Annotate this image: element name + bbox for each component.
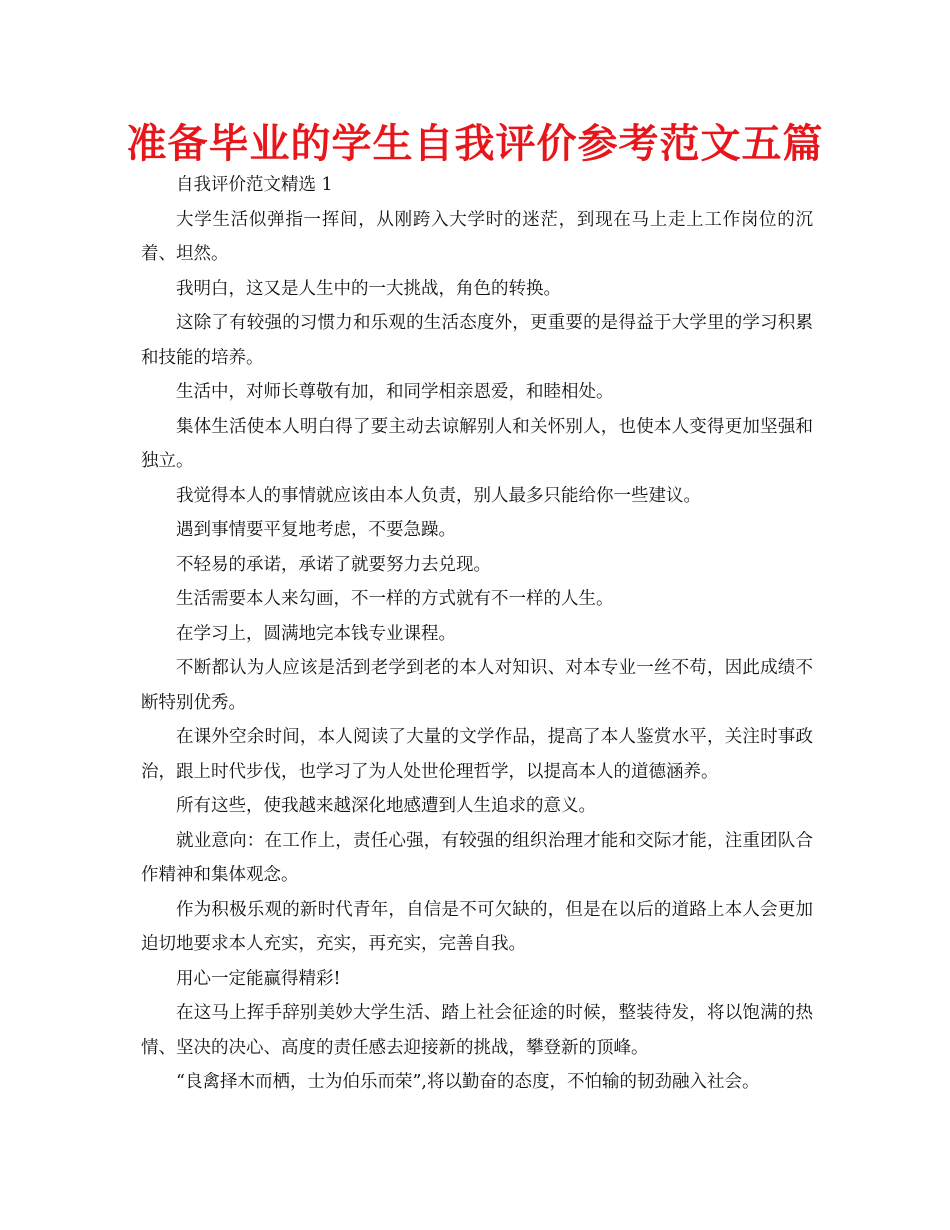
paragraph-12: 在课外空余时间，本人阅读了大量的文学作品，提高了本人鉴赏水平，关注时事政治，跟上时代步伐，也学习了为人处世伦理哲学，以提高本人的道德涵养。 — [141, 727, 813, 782]
document-title: 准备毕业的学生自我评价参考范文五篇 — [126, 121, 824, 167]
paragraph-5: 集体生活使本人明白得了要主动去谅解别人和关怀别人，也使本人变得更加坚强和独立。 — [141, 416, 813, 471]
paragraph-10: 在学习上，圆满地完本钱专业课程。 — [176, 623, 456, 644]
paragraph-4: 生活中，对师长尊敬有加，和同学相亲恩爱，和睦相处。 — [176, 382, 614, 402]
paragraph-11: 不断都认为人应该是活到老学到老的本人对知识、对本专业一丝不苟，因此成绩不断特别优秀。 — [141, 658, 813, 713]
paragraph-1: 大学生活似弹指一挥间，从刚跨入大学时的迷茫，到现在马上走上工作岗位的沉着、坦然。 — [141, 209, 813, 264]
paragraph-14: 就业意向：在工作上，责任心强，有较强的组织治理才能和交际才能，注重团队合作精神和集体观念。 — [141, 830, 813, 885]
paragraph-16: 用心一定能赢得精彩! — [176, 968, 341, 989]
section-subheading: 自我评价范文精选 1 — [176, 175, 333, 195]
paragraph-9: 生活需要本人来勾画，不一样的方式就有不一样的人生。 — [176, 589, 614, 609]
paragraph-17: 在这马上挥手辞别美妙大学生活、踏上社会征途的时候，整装待发，将以饱满的热情、坚决的决心、高度的责任感去迎接新的挑战，攀登新的顶峰。 — [141, 1003, 813, 1058]
paragraph-13: 所有这些，使我越来越深化地感遭到人生追求的意义。 — [176, 796, 596, 816]
paragraph-2: 我明白，这又是人生中的一大挑战，角色的转换。 — [176, 278, 561, 299]
paragraph-7: 遇到事情要平复地考虑，不要急躁。 — [176, 520, 456, 540]
paragraph-3: 这除了有较强的习惯力和乐观的生活态度外，更重要的是得益于大学里的学习积累和技能的培养。 — [141, 313, 813, 368]
paragraph-8: 不轻易的承诺，承诺了就要努力去兑现。 — [176, 554, 491, 575]
paragraph-18: “良禽择木而栖，士为伯乐而荣”,将以勤奋的态度，不怕输的韧劲融入社会。 — [176, 1072, 760, 1092]
document-body — [141, 168, 813, 1100]
paragraph-15: 作为积极乐观的新时代青年，自信是不可欠缺的，但是在以后的道路上本人会更加迫切地要求本人充实，充实，再充实，完善自我。 — [141, 899, 813, 954]
paragraph-6: 我觉得本人的事情就应该由本人负责，别人最多只能给你一些建议。 — [176, 485, 701, 506]
